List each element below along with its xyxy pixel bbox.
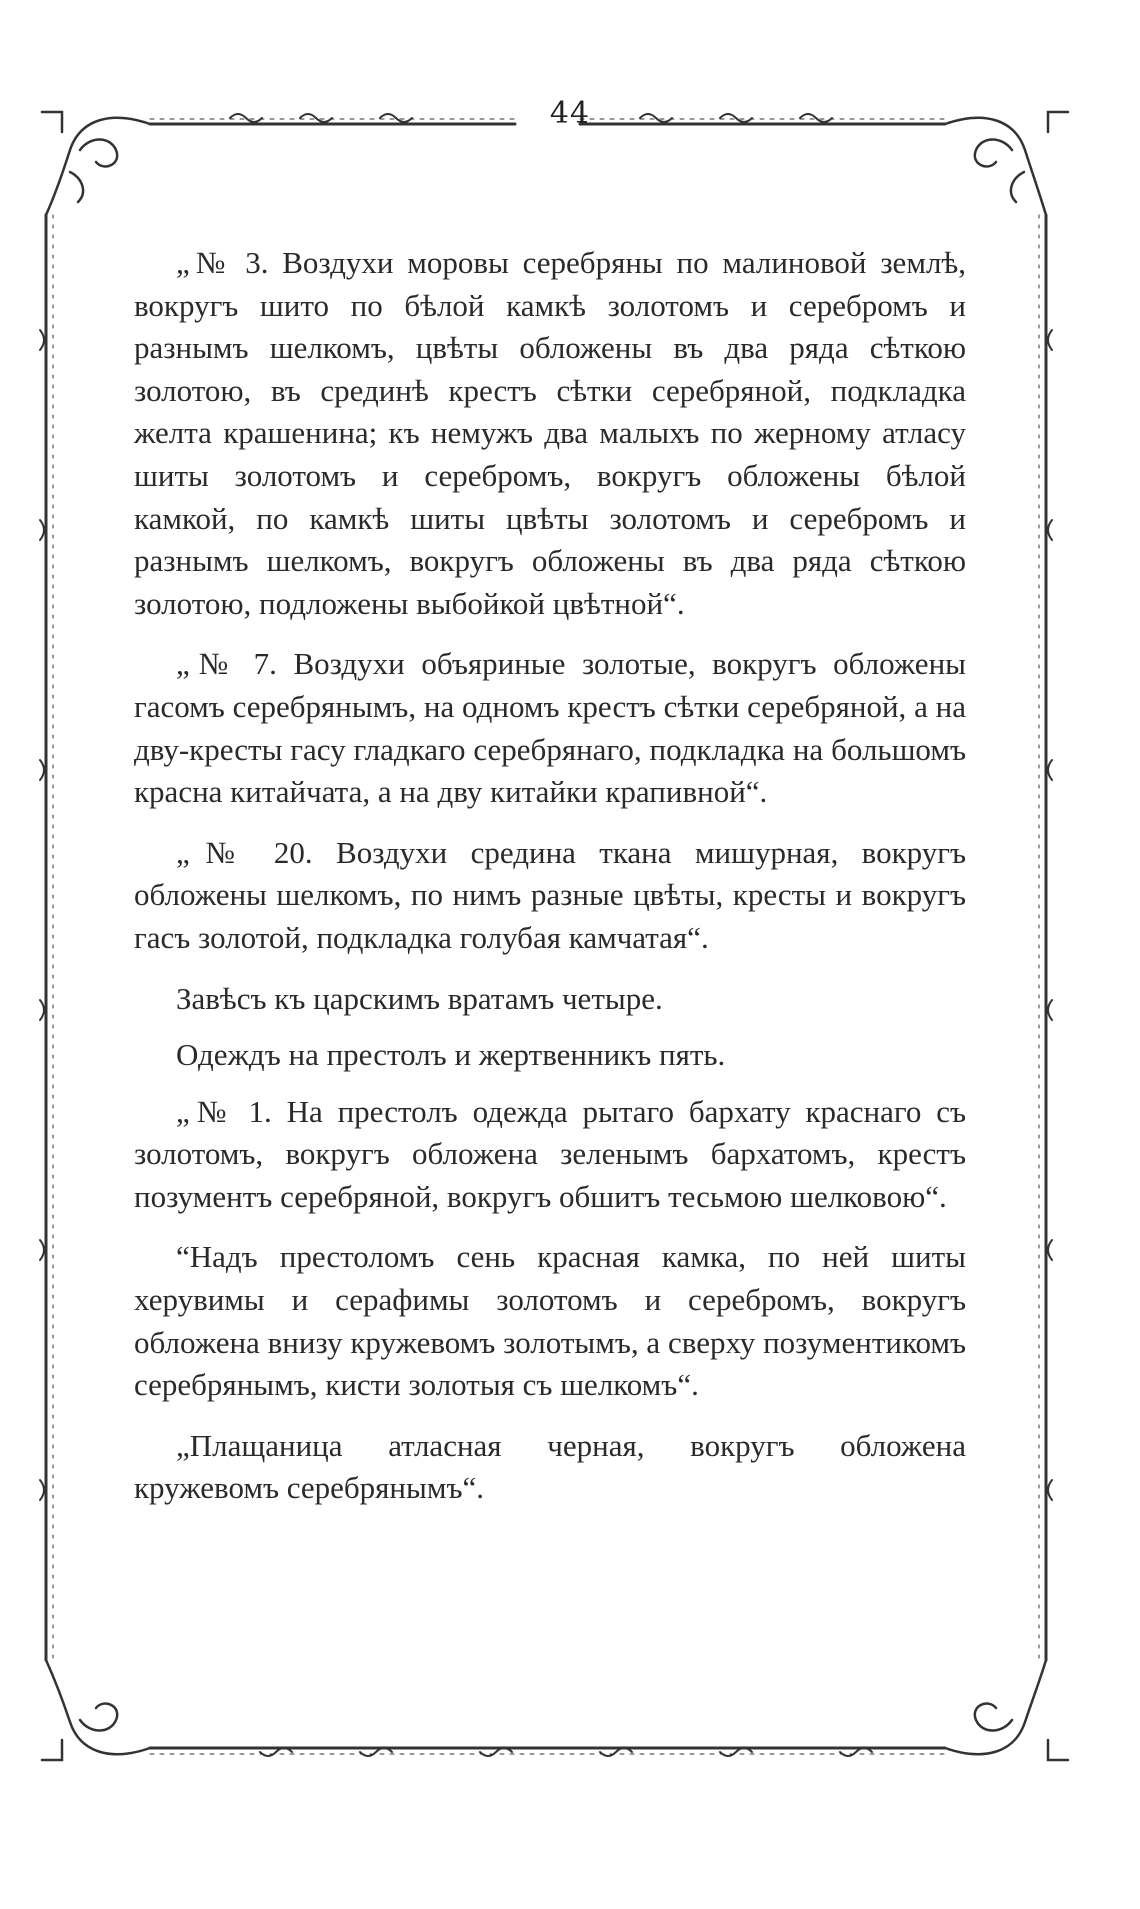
paragraph-vestments: Одеждъ на престолъ и жертвенникъ пять.	[176, 1037, 726, 1073]
paragraph-shroud: „Плащаница атласная черная, вокругъ обложена кружевомъ серебрянымъ“.	[134, 1427, 966, 1506]
paragraph-canopy: “Надъ престоломъ сень красная камка, по ней шиты херувимы и серафимы золотомъ и серебромъ, вокругъ обложена внизу кружевомъ золотымъ, а сверху позументикомъ серебрянымъ, кисти золотыя съ шелкомъ“.	[134, 1239, 966, 1403]
paragraph-air-covers-3: „№ 3. Воздухи моровы серебряны по малиновой землѣ, вокругъ шито по бѣлой камкѣ золотомъ и серебромъ и разнымъ шелкомъ, цвѣты обложены въ два ряда сѣткою золотою, въ срединѣ крестъ сѣтки серебряной, подкладка желта крашенина; къ немужъ два малыхъ по жерному атласу шиты золотомъ и серебромъ, вокругъ обложены бѣлой камкой, по камкѣ шиты цвѣты золотомъ и серебромъ и разнымъ шелкомъ, вокругъ обложены въ два ряда сѣткою золотою, подложены выбойкой цвѣтной“.	[134, 245, 966, 621]
paragraph-air-covers-7: „№ 7. Воздухи объяриные золотые, вокругъ обложены гасомъ серебрянымъ, на одномъ крестъ сѣтки серебряной, а на дву-кресты гасу гладкаго серебрянаго, подкладка на большомъ красна китайчата, а на дву китайки крапивной“.	[134, 646, 966, 810]
body-text	[134, 242, 966, 1528]
paragraph-air-covers-20: „№ 20. Воздухи средина ткана мишурная, вокругъ обложены шелкомъ, по нимъ разные цвѣты, кресты и вокругъ гасъ золотой, подкладка голубая камчатая“.	[134, 834, 966, 955]
paragraph-altar-cover-1: „№ 1. На престолъ одежда рытаго бархату краснаго съ золотомъ, вокругъ обложена зеленымъ бархатомъ, крестъ позументъ серебряной, вокругъ обшитъ тесьмою шелковою“.	[134, 1093, 966, 1214]
page-number: 44	[549, 96, 591, 131]
paragraph-curtains: Завѣсъ къ царскимъ вратамъ четыре.	[176, 980, 663, 1016]
